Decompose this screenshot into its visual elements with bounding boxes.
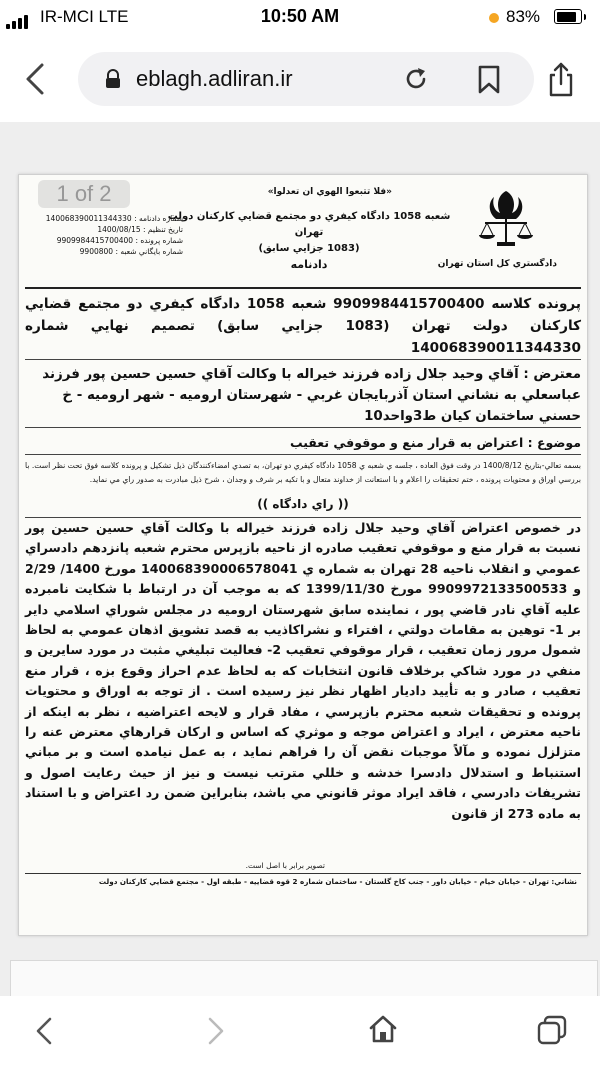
recording-dot-icon <box>489 13 499 23</box>
home-icon[interactable] <box>368 1014 398 1044</box>
document-type: دادنامه <box>290 258 328 271</box>
meta-date: تاريخ تنظيم : 1400/08/15 <box>97 225 183 234</box>
forward-icon[interactable] <box>206 1016 226 1046</box>
court-title <box>159 209 459 273</box>
divider <box>25 427 581 428</box>
court-subtitle: (1083 جزايي سابق) <box>258 243 360 254</box>
page-indicator: 1 of 2 <box>38 180 130 208</box>
address-bar[interactable] <box>78 52 534 106</box>
bottom-toolbar <box>0 996 600 1068</box>
carrier-label: IR-MCI LTE <box>40 7 129 26</box>
footer-divider <box>25 873 581 874</box>
verdict-heading: (( راي دادگاه )) <box>257 497 349 511</box>
document-meta <box>45 213 183 257</box>
battery-percent: 83% <box>506 7 541 26</box>
divider <box>25 454 581 455</box>
intro-paragraph: بسمه تعالي-بتاريخ 1400/8/12 در وقت فوق العاده ، جلسه ي شعبه ي 1058 دادگاه كيفري دو تهران، به تصدي امضاءكنندگان ذيل تشكيل و پرونده كلاسه فوق تحت نظر است. با بررسي اوراق و محتويات پرونده ، ختم تحقيقات را اعلام و با استعانت از خداوند متعال و با تكيه بر شرف و وجدان ، شرح ذيل مبادرت به صدور راي مي نمايد. <box>25 461 581 484</box>
meta-archive-number: شماره بايگاني شعبه : 9900800 <box>79 247 183 256</box>
clock: 10:50 AM <box>260 6 340 26</box>
lock-icon <box>104 69 122 89</box>
case-line: پرونده كلاسه 9909984415700400 شعبه 1058 دادگاه كيفري دو مجتمع قضايي كاركنان دولت تهران (1083 جزايي سابق) تصميم نهايي شماره 140068390011344330 <box>25 296 581 356</box>
document-motto: «فلا تتبعوا الهوي ان تعدلوا» <box>267 187 392 197</box>
subject-line: موضوع : اعتراض به قرار منع و موقوفي تعقيب <box>289 435 581 450</box>
judiciary-emblem-icon <box>477 187 535 249</box>
verdict-text: در خصوص اعتراض آقاي وحيد جلال زاده فرزند خيراله با وكالت آقاي حسين حسين پور نسبت به قرار منع و موقوفي تعقيب صادره از ناحيه بازپرس محترم شعبه پانزدهم دادسراي عمومي و انقلاب ناحيه 28 تهران به شماره ي 140068390006578041 مورخ 1400/ 2/29 و 9909972133500533 مورخ 1399/11/30 كه به موجب آن در ارتباط با شكايت نامبرده عليه آقاي نادر قاضي پور ، نماينده سابق شهرستان اروميه در مجلس شوراي اسلامي داير بر 1- توهين به مقامات دولتي ، افتراء و نشراكاذيب به قصد تشويق اذهان عمومي به لحاظ شمول مرور زمان تعقيب ، قرار موقوفي تعقيب 2- فعاليت تبليغي مثبت در مورد سايرين و منفي در مورد شاكي برخلاف قانون انتخابات كه به لحاظ عدم احراز وقوع بزه ، قرار منع تعقيب ، صادر و به تأييد داديار اظهار نظر نيز رسيده است . از توجه به اوراق و محتويات پرونده و تحقيقات شعبه محترم بازپرسي ، مفاد قرار و لايحه اعتراضيه ، نظر به اينكه از ناحيه معترض ، ايراد و اعتراض موجه و موثري كه اساس و اركان قرارهاي معترض عنه را متزلزل نموده و مآلاً موجبات نقض آن را فراهم نمايد ، به عمل نيامده است و بر مباني استنباط و استدلال دادسرا خدشه و خللي مترتب نيست و نيز از حيث رعايت اصول و تشريفات دادرسي ، فاقد ايراد موثر قانوني مي باشد، بنابراين ضمن رد اعتراض و با استناد به ماده 273 از قانون <box>25 520 582 821</box>
certified-copy-note: تصوير برابر با اصل است. <box>245 861 325 870</box>
tabs-icon[interactable] <box>536 1014 568 1046</box>
meta-verdict-number: شماره دادنامه : 140068390011344330 <box>45 214 183 223</box>
divider <box>25 359 581 360</box>
status-bar <box>0 0 600 34</box>
footer-address: نشاني: تهران - خيابان خيام - خيابان داور - جنب كاخ گلستان - ساختمان شماره 2 قوه قضاييه - طبقه اول - مجتمع قضايي كاركنان دولت <box>98 877 577 886</box>
battery-icon <box>554 9 582 24</box>
court-name: شعبه 1058 دادگاه كيفري دو مجتمع قضايي كاركنان دولت تهران <box>167 211 451 238</box>
share-icon[interactable] <box>546 62 576 98</box>
bookmark-icon[interactable] <box>476 65 502 95</box>
back-icon[interactable] <box>34 1016 54 1046</box>
header-divider <box>25 287 581 289</box>
pdf-viewer[interactable] <box>0 122 600 996</box>
document-page <box>18 174 588 936</box>
objector-line: معترض : آقاي وحيد جلال زاده فرزند خيراله با وكالت آقاي حسين حسين پور فرزند عباسعلي به نشاني استان آذربايجان غربي - شهرستان اروميه - شهر اروميه - خ حسني ساختمان كيان ط3واحد10 <box>42 367 581 424</box>
browser-toolbar <box>0 34 600 122</box>
document-body <box>25 293 581 824</box>
reload-icon[interactable] <box>402 65 430 93</box>
chevron-left-icon[interactable] <box>22 62 52 96</box>
meta-case-number: شماره پرونده : 9909984415700400 <box>56 236 183 245</box>
organization-name: دادگستري كل استان تهران <box>437 259 557 269</box>
url-text[interactable]: eblagh.adliran.ir <box>136 66 293 91</box>
